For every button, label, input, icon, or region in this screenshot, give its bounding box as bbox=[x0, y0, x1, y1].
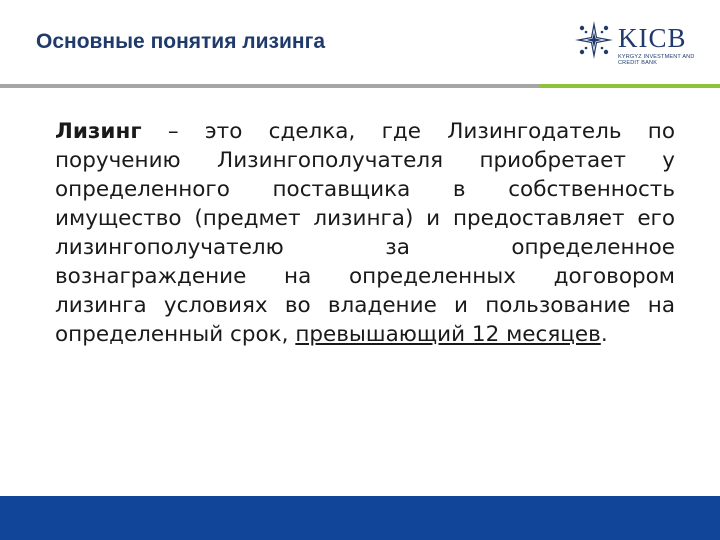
logo-name: KICB bbox=[618, 23, 687, 53]
compass-star-icon bbox=[574, 20, 614, 60]
footer-bar bbox=[0, 496, 720, 540]
slide-header bbox=[0, 0, 720, 86]
definition-term: Лизинг bbox=[55, 119, 142, 144]
definition-emphasis: превышающий 12 месяцев bbox=[295, 322, 601, 347]
definition-end: . bbox=[600, 322, 608, 347]
logo-subtitle: KYRGYZ INVESTMENT AND CREDIT BANK bbox=[618, 54, 695, 66]
page-title: Основные понятия лизинга bbox=[36, 30, 326, 53]
definition-body: – это сделка, где Лизингодатель по поручению Лизингополучателя приобретает у определенного поставщика в собственность имущество (предмет лизинга) и предоставляет его лизингополучателю за определенное вознаграждение на определенных договором лизинга условиях во владение и пользование на определенный срок, bbox=[55, 119, 675, 347]
divider-grey-segment bbox=[0, 84, 540, 88]
divider-green-segment bbox=[540, 84, 720, 88]
header-divider bbox=[0, 84, 720, 88]
kicb-logo bbox=[574, 20, 714, 76]
definition-paragraph bbox=[55, 117, 675, 349]
